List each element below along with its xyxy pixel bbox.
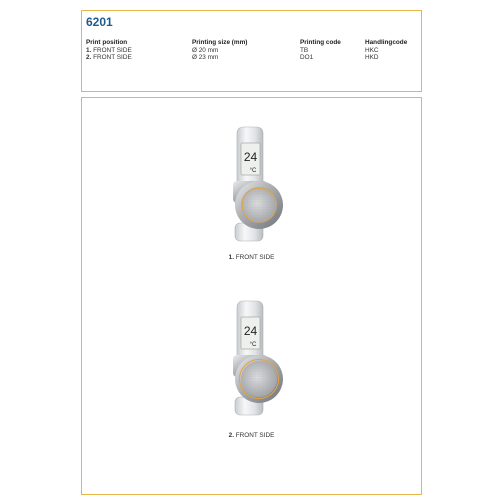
printing-code-header: Printing code bbox=[300, 39, 341, 46]
print-position-column bbox=[86, 39, 132, 62]
printing-size-column bbox=[192, 39, 247, 62]
print-position-row: 1. FRONT SIDE bbox=[86, 46, 132, 54]
printing-size-header: Printing size (mm) bbox=[192, 39, 248, 46]
handling-code-header: Handlingcode bbox=[365, 39, 408, 46]
thermometer-image bbox=[229, 299, 285, 419]
print-position-header: Print position bbox=[86, 39, 128, 46]
caption-front-side-1: 1. FRONT SIDE bbox=[228, 254, 275, 261]
printing-code-value: DO1 bbox=[300, 54, 314, 62]
product-code: 6201 bbox=[86, 15, 113, 29]
display-unit: °C bbox=[249, 342, 257, 348]
printing-size-value: Ø 23 mm bbox=[192, 54, 219, 62]
thermometer-image bbox=[229, 125, 285, 245]
header-panel bbox=[81, 10, 422, 92]
handling-code-column bbox=[365, 39, 407, 62]
product-image-panel bbox=[81, 97, 422, 495]
handling-code-value: HKC bbox=[365, 46, 379, 54]
caption-front-side-2: 2. FRONT SIDE bbox=[228, 432, 275, 439]
display-digits: 24 bbox=[243, 324, 258, 338]
display-unit: °C bbox=[249, 168, 257, 174]
handling-code-value: HKD bbox=[365, 54, 379, 62]
printing-code-value: TB bbox=[300, 46, 309, 54]
printing-size-value: Ø 20 mm bbox=[192, 46, 219, 54]
print-position-row: 2. FRONT SIDE bbox=[86, 54, 132, 62]
printing-code-column bbox=[300, 39, 341, 62]
display-digits: 24 bbox=[243, 150, 258, 164]
